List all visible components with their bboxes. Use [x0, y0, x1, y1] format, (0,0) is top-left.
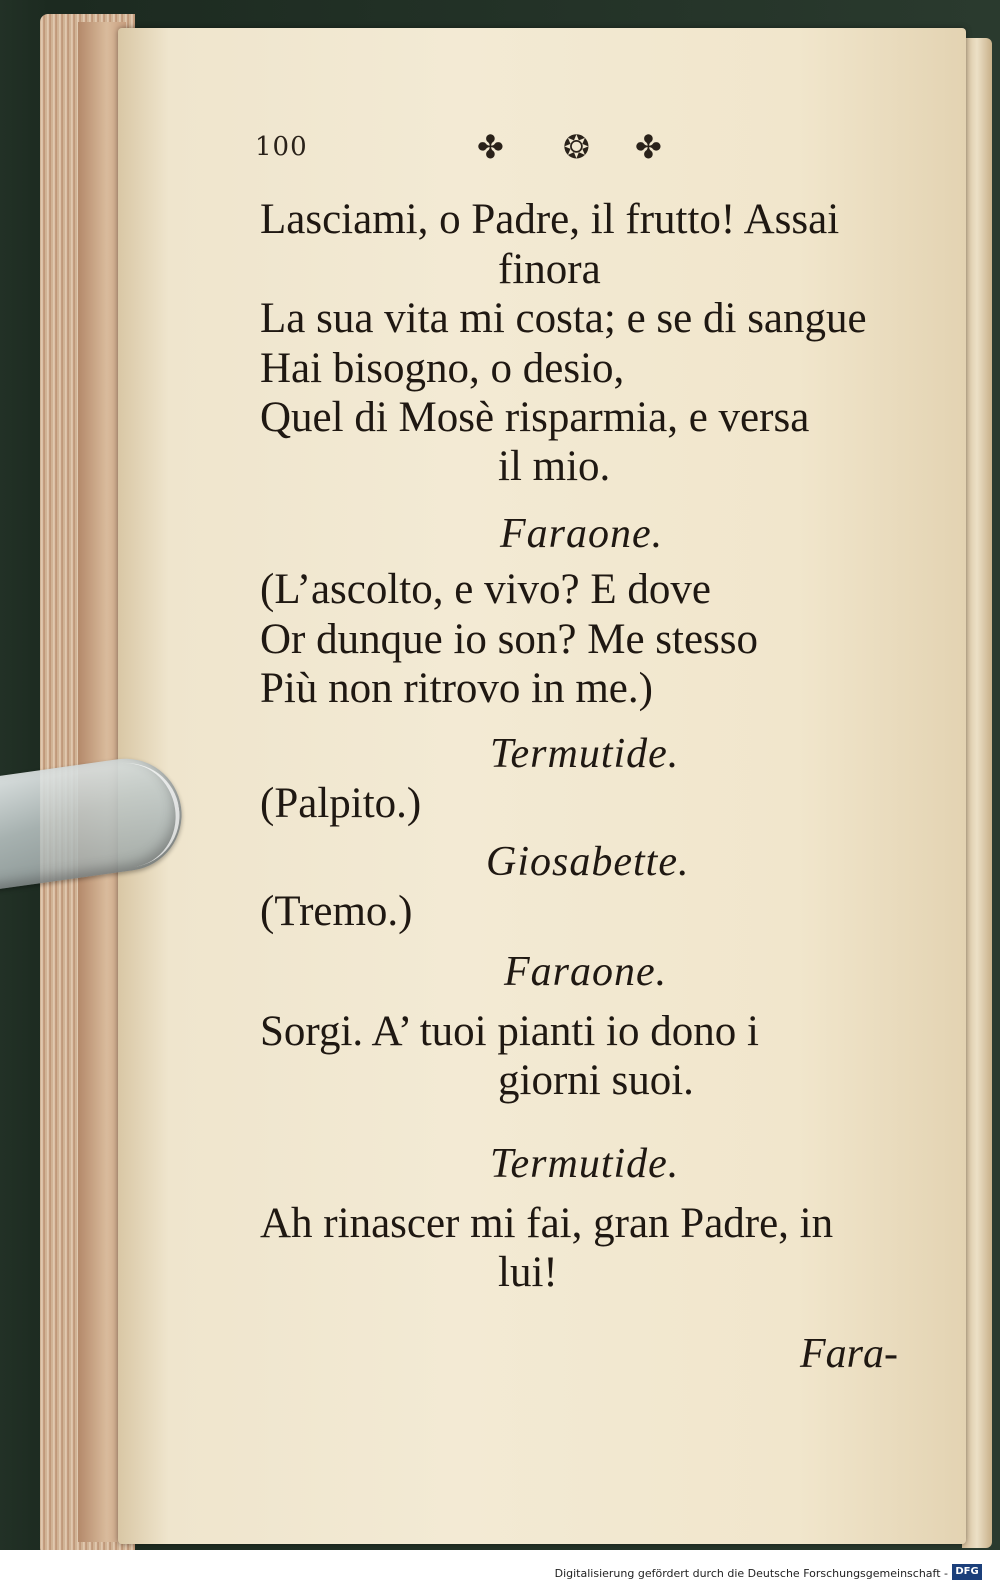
- dfg-logo-icon: DFG: [952, 1564, 982, 1580]
- funding-credit: Digitalisierung gefördert durch die Deutsche Forschungsgemeinschaft -: [554, 1567, 948, 1580]
- verse-line: (Palpito.): [260, 780, 422, 827]
- verse-line: il mio.: [498, 443, 611, 490]
- catchword: Fara-: [800, 1331, 898, 1377]
- footer-bar: [0, 1550, 1000, 1588]
- verse-line: finora: [498, 246, 601, 293]
- rosette-icon: ❂: [563, 128, 590, 166]
- verse-line: Ah rinascer mi fai, gran Padre, in: [260, 1200, 834, 1247]
- verse-line: Hai bisogno, o desio,: [260, 345, 625, 392]
- verse-line: Più non ritrovo in me.): [260, 665, 653, 712]
- page-number: 100: [255, 132, 308, 162]
- speaker-name: Termutide.: [490, 1141, 680, 1187]
- verse-line: (Tremo.): [260, 888, 413, 935]
- speaker-name: Faraone.: [500, 511, 664, 557]
- verse-line: Lasciami, o Padre, il frutto! Assai: [260, 196, 840, 243]
- verse-line: giorni suoi.: [498, 1057, 694, 1104]
- verse-line: La sua vita mi costa; e se di sangue: [260, 295, 867, 342]
- verse-line: Or dunque io son? Me stesso: [260, 616, 759, 663]
- speaker-name: Faraone.: [504, 949, 668, 995]
- page-header: [255, 128, 695, 168]
- speaker-name: Termutide.: [490, 731, 680, 777]
- verse-line: (L’ascolto, e vivo? E dove: [260, 566, 711, 613]
- verse-line: lui!: [498, 1249, 558, 1296]
- fleuron-left-icon: ✤: [477, 128, 504, 166]
- verse-line: Quel di Mosè risparmia, e versa: [260, 394, 810, 441]
- facing-page-edge: [962, 38, 992, 1548]
- fleuron-right-icon: ✤: [635, 128, 662, 166]
- speaker-name: Giosabette.: [486, 839, 690, 885]
- verse-line: Sorgi. A’ tuoi pianti io dono i: [260, 1008, 759, 1055]
